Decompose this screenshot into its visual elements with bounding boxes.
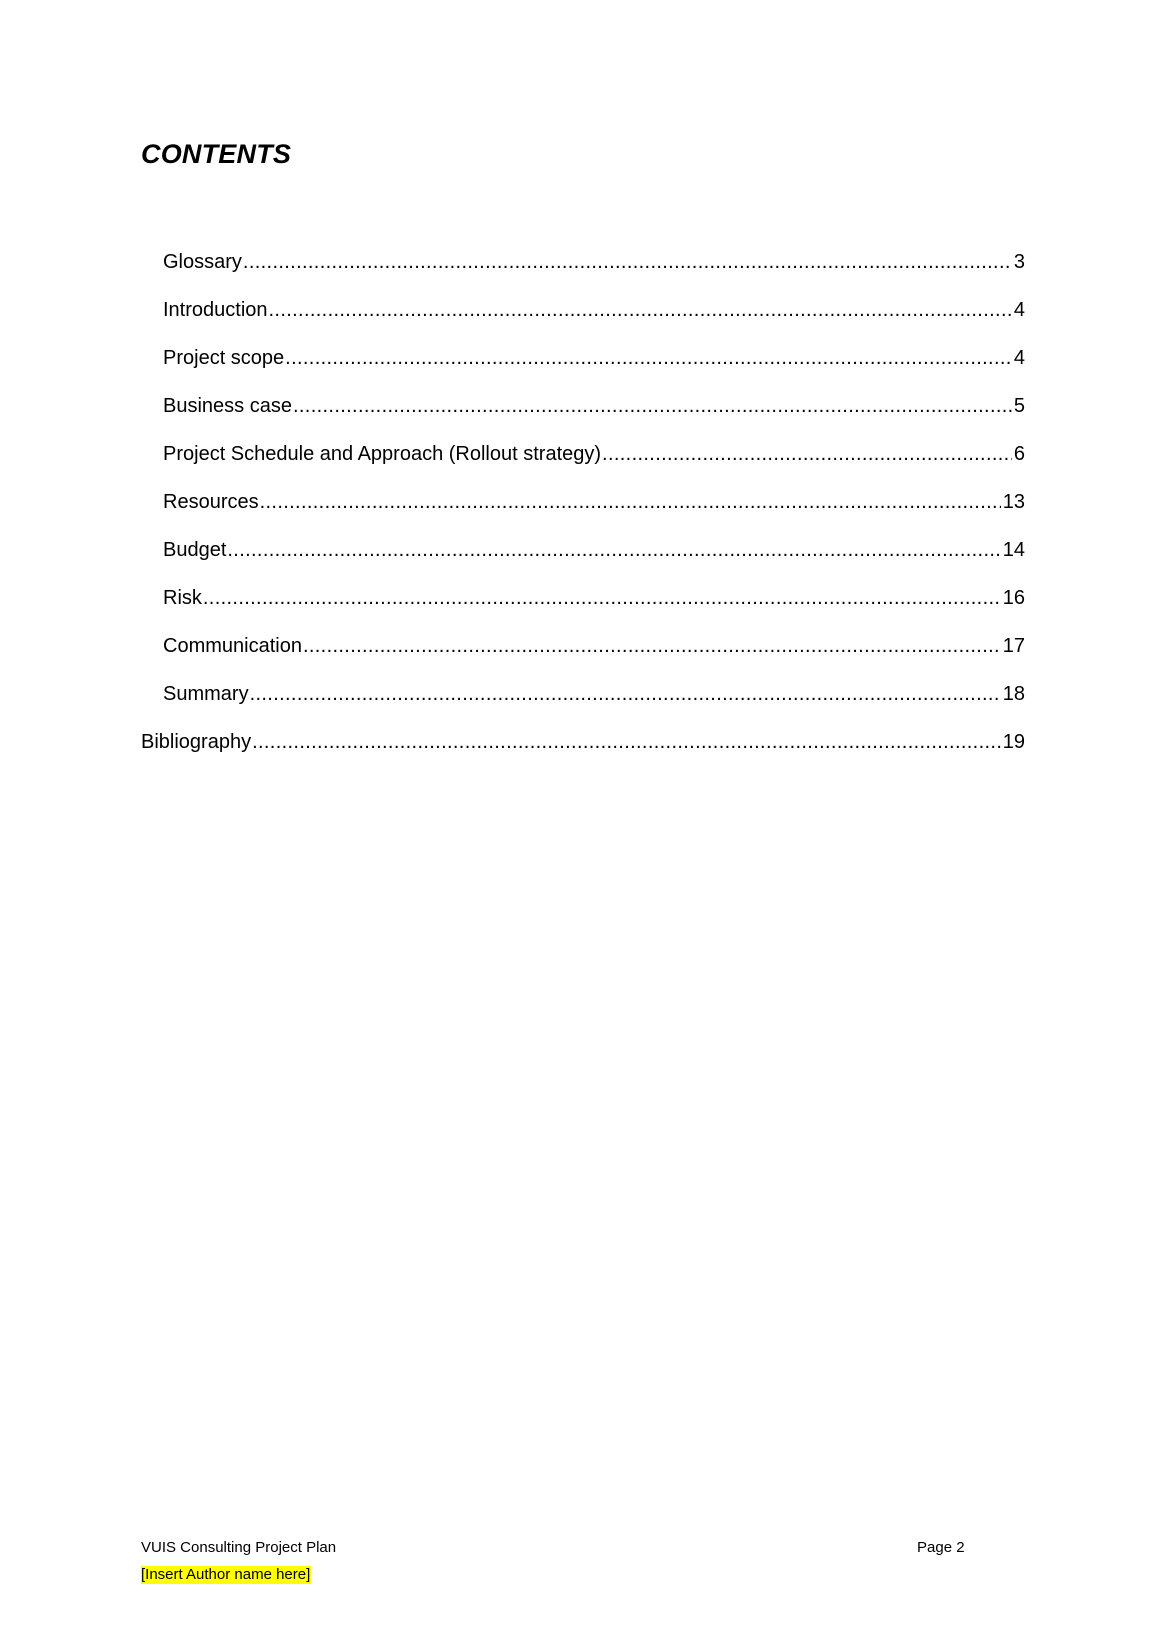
dot-leader	[303, 634, 1001, 658]
toc-entry-page: 4	[1013, 347, 1025, 369]
toc-entry-label: Resources	[163, 491, 259, 513]
toc-entry-label: Budget	[163, 539, 227, 561]
dot-leader	[285, 346, 1012, 370]
toc-entry-communication[interactable]	[141, 634, 1025, 682]
toc-entry-page: 13	[1002, 491, 1025, 513]
toc-entry-page: 19	[1002, 731, 1025, 753]
toc-entry-page: 17	[1002, 635, 1025, 657]
toc-entry-page: 18	[1002, 683, 1025, 705]
page-title: CONTENTS	[141, 139, 292, 169]
toc-entry-label: Glossary	[163, 251, 242, 273]
dot-leader	[250, 682, 1001, 706]
table-of-contents	[141, 250, 1025, 778]
toc-entry-page: 16	[1002, 587, 1025, 609]
toc-entry-label: Bibliography	[141, 731, 252, 753]
dot-leader	[203, 586, 1001, 610]
toc-entry-introduction[interactable]	[141, 298, 1025, 346]
toc-entry-label: Summary	[163, 683, 249, 705]
toc-entry-page: 14	[1002, 539, 1025, 561]
footer-document-title: VUIS Consulting Project Plan	[141, 1539, 337, 1556]
toc-entry-glossary[interactable]	[141, 250, 1025, 298]
toc-entry-bibliography[interactable]	[141, 730, 1025, 778]
toc-entry-budget[interactable]	[141, 538, 1025, 586]
toc-entry-risk[interactable]	[141, 586, 1025, 634]
toc-entry-summary[interactable]	[141, 682, 1025, 730]
dot-leader	[293, 394, 1012, 418]
dot-leader	[269, 298, 1012, 322]
toc-entry-label: Project Schedule and Approach (Rollout strategy)	[163, 443, 602, 465]
dot-leader	[227, 538, 1000, 562]
footer-author-placeholder: [Insert Author name here]	[141, 1566, 311, 1583]
dot-leader	[260, 490, 1001, 514]
toc-entry-resources[interactable]	[141, 490, 1025, 538]
toc-entry-page: 4	[1013, 299, 1025, 321]
toc-entry-page: 5	[1013, 395, 1025, 417]
toc-entry-page: 3	[1013, 251, 1025, 273]
dot-leader	[602, 442, 1012, 466]
dot-leader	[243, 250, 1012, 274]
toc-entry-label: Introduction	[163, 299, 268, 321]
toc-entry-project-scope[interactable]	[141, 346, 1025, 394]
toc-entry-label: Business case	[163, 395, 292, 417]
toc-entry-label: Project scope	[163, 347, 285, 369]
toc-entry-label: Risk	[163, 587, 202, 609]
dot-leader	[252, 730, 1001, 754]
footer-page-number: Page 2	[917, 1539, 965, 1556]
toc-entry-page: 6	[1013, 443, 1025, 465]
toc-entry-business-case[interactable]	[141, 394, 1025, 442]
toc-entry-project-schedule[interactable]	[141, 442, 1025, 490]
toc-entry-label: Communication	[163, 635, 302, 657]
